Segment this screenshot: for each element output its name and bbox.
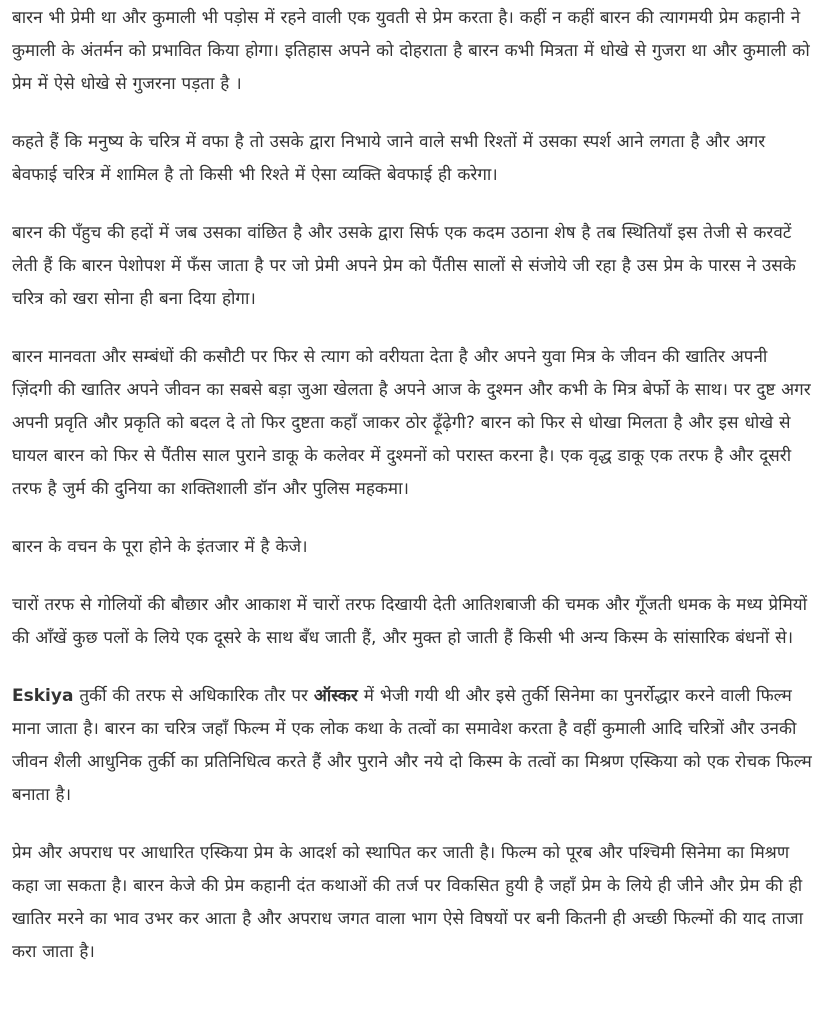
paragraph-7 bbox=[12, 680, 813, 812]
paragraph-4: बारन मानवता और सम्बंधों की कसौटी पर फिर से त्याग को वरीयता देता है और अपने युवा मित्र के जीवन की खातिर अपनी ज़िंदगी की खातिर अपने जीवन का सबसे बड़ा जुआ खेलता है अपने आज के दुश्मन और कभी के मित्र बेर्फो के साथ। पर दुष्ट अगर अपनी प्रवृति और प्रकृति को बदल दे तो फिर दुष्टता कहाँ जाकर ठोर ढ़ूँढ़ेगी? बारन को फिर से धोखा मिलता है और इस धोखे से घायल बारन को फिर से पैंतीस साल पुराने डाकू के कलेवर में दुश्मनों को परास्त करना है। एक वृद्ध डाकू एक तरफ है और दूसरी तरफ है जुर्म की दुनिया का शक्तिशाली डॉन और पुलिस महकमा। bbox=[12, 347, 811, 499]
film-title: Eskiya bbox=[12, 686, 74, 706]
paragraph-5: बारन के वचन के पूरा होने के इंतजार में है केजे। bbox=[12, 537, 308, 557]
award-name: ऑस्कर bbox=[313, 686, 358, 706]
paragraph-7-text-2: में भेजी गयी थी और इसे तुर्की सिनेमा का पुनर्रोद्धार करने वाली फिल्म माना जाता है। बारन का चरित्र जहाँ फिल्म में एक लोक कथा के तत्वों का समावेश करता है वहीं कुमाली आदि चरित्रों और उनकी जीवन शैली आधुनिक तुर्की का प्रतिनिधित्व करते हैं और पुराने और नये दो किस्म के तत्वों का मिश्रण एस्किया को एक रोचक फिल्म बनाता है। bbox=[12, 686, 812, 805]
paragraph-1: बारन भी प्रेमी था और कुमाली भी पड़ोस में रहने वाली एक युवती से प्रेम करता है। कहीं न कहीं बारन की त्यागमयी प्रेम कहानी ने कुमाली के अंतर्मन को प्रभावित किया होगा। इतिहास अपने को दोहराता है बारन कभी मित्रता में धोखे से गुजरा था और कुमाली को प्रेम में ऐसे धोखे से गुजरना पड़ता है । bbox=[12, 8, 810, 94]
paragraph-8: प्रेम और अपराध पर आधारित एस्किया प्रेम के आदर्श को स्थापित कर जाती है। फिल्म को पूरब और पश्चिमी सिनेमा का मिश्रण कहा जा सकता है। बारन केजे की प्रेम कहानी दंत कथाओं की तर्ज पर विकसित हुयी है जहाँ प्रेम के लिये ही जीने और प्रेम की ही खातिर मरने का भाव उभर कर आता है और अपराध जगत वाला भाग ऐसे विषयों पर बनी कितनी ही अच्छी फिल्मों की याद ताजा करा जाता है। bbox=[12, 843, 803, 962]
paragraph-2: कहते हैं कि मनुष्य के चरित्र में वफा है तो उसके द्वारा निभाये जाने वाले सभी रिश्तों में उसका स्पर्श आने लगता है और अगर बेवफाई चरित्र में शामिल है तो किसी भी रिश्ते में ऐसा व्यक्ति बेवफाई ही करेगा। bbox=[12, 132, 766, 185]
paragraph-6: चारों तरफ से गोलियों की बौछार और आकाश में चारों तरफ दिखायी देती आतिशबाजी की चमक और गूँजती धमक के मध्य प्रेमियों की आँखें कुछ पलों के लिये एक दूसरे के साथ बँध जाती हैं, और मुक्त हो जाती हैं किसी भी अन्य किस्म के सांसारिक बंधनों से। bbox=[12, 595, 808, 648]
paragraph-3: बारन की पँहुच की हदों में जब उसका वांछित है और उसके द्वारा सिर्फ एक कदम उठाना शेष है तब स्थितियाँ इस तेजी से करवटें लेती हैं कि बारन पेशोपश में फँस जाता है पर जो प्रेमी अपने प्रेम को पैंतीस सालों से संजोये जी रहा है उस प्रेम के पारस ने उसके चरित्र को खरा सोना ही बना दिया होगा। bbox=[12, 223, 796, 309]
paragraph-7-text-1: तुर्की की तरफ से अधिकारिक तौर पर bbox=[73, 686, 314, 706]
